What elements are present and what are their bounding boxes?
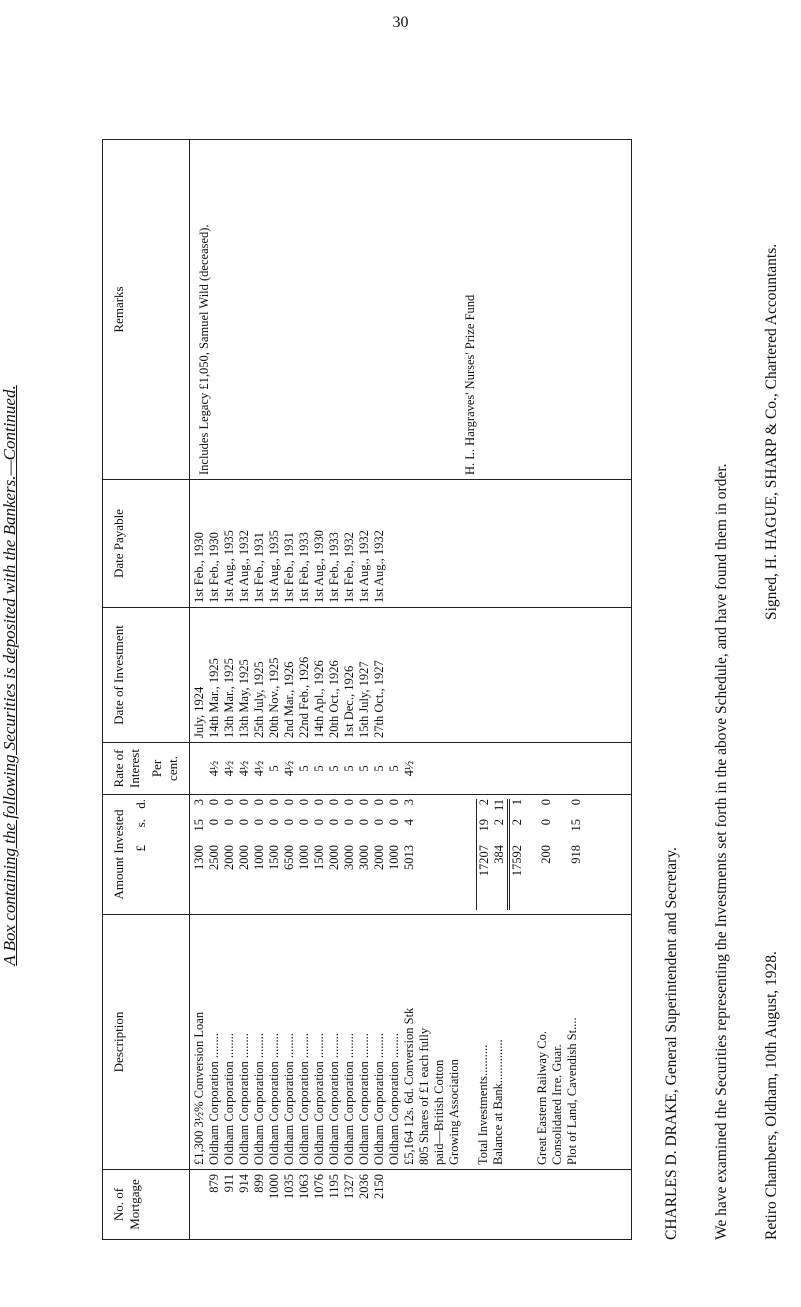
spacer [447, 1174, 462, 1235]
amount-pounds: 17592 [510, 845, 524, 877]
amount-pence: 0 [312, 799, 326, 806]
spacer [462, 484, 476, 603]
security-description: Oldham Corporation ........ [252, 1033, 266, 1165]
investment-date: 14th Apl., 1926 [312, 660, 326, 738]
spacer [417, 799, 432, 910]
security-description-continued: Growing Association [447, 1059, 461, 1165]
amount-pence: 11 [492, 799, 506, 812]
amount-pence: 0 [569, 799, 583, 806]
mortgage-number: 914 [237, 1174, 251, 1193]
security-description: Oldham Corporation ........ [222, 1033, 236, 1165]
remarks-legacy: Includes Legacy £1,050, Samuel Wild (deceased). [197, 224, 211, 475]
amount-pence: 0 [342, 799, 356, 806]
payable-date: 1st Aug., 1930 [312, 530, 326, 603]
amount-invested [327, 799, 342, 910]
amount-shillings: 19 [477, 819, 491, 832]
remarks-prize-fund: H. L. Hargraves' Nurses' Prize Fund [463, 294, 477, 475]
security-description: £1,300 3½% Conversion Loan [192, 1011, 206, 1165]
interest-rate: 4½ [222, 760, 236, 777]
spacer [554, 799, 569, 910]
mortgage-number [387, 1174, 402, 1235]
investment-date: 13th Mar., 1925 [222, 658, 236, 738]
amount-pence: 0 [387, 799, 401, 806]
securities-table [102, 139, 632, 1240]
land-plot-amount [569, 799, 584, 910]
security-description-continued: 805 Shares of £1 each fully [417, 1027, 431, 1165]
amount-shillings: 0 [252, 819, 266, 826]
railway-stock-label-continued: Consolidated Irre. Guar. [550, 1044, 564, 1165]
spacer [525, 799, 539, 910]
header-remarks: Remarks [103, 140, 190, 480]
amount-shillings: 0 [342, 819, 356, 826]
amount-shillings: 0 [312, 819, 326, 826]
interest-rate: 4½ [402, 760, 416, 777]
amount-shillings: 0 [207, 819, 221, 826]
amount-shillings: 0 [267, 819, 281, 826]
mortgage-number: 1327 [342, 1174, 356, 1199]
amount-pence: 0 [222, 799, 236, 806]
spacer [432, 612, 447, 738]
investment-date-column [190, 608, 632, 743]
mortgage-number: 879 [207, 1174, 221, 1193]
amount-pounds: 3000 [357, 845, 371, 870]
description-column [190, 915, 632, 1170]
interest-rate [192, 747, 207, 790]
amount-invested [357, 799, 372, 910]
page-title: A Box containing the following Securities is deposited with the Bankers.—Continued. [0, 385, 19, 966]
header-rate: Rate of Interest Per cent. [103, 743, 190, 795]
interest-rate: 4½ [252, 760, 266, 777]
spacer [447, 612, 462, 738]
amount-shillings: 0 [327, 819, 341, 826]
header-investment-date: Date of Investment [103, 608, 190, 743]
header-mortgage: No. of Mortgage [103, 1170, 190, 1240]
mortgage-number [402, 1174, 417, 1235]
spacer [417, 612, 432, 738]
amount-pounds: 1000 [297, 845, 311, 870]
mortgage-number: 2150 [372, 1174, 386, 1199]
interest-rate: 4½ [207, 760, 221, 777]
amount-pence: 0 [327, 799, 341, 806]
spacer [447, 747, 462, 790]
amount-pence: 0 [372, 799, 386, 806]
amount-pounds: 17207 [477, 845, 491, 877]
payable-date: 1st Aug., 1932 [372, 530, 386, 603]
amount-shillings: 0 [372, 819, 386, 826]
security-description: Oldham Corporation ........ [387, 1033, 401, 1165]
spacer [476, 1174, 490, 1235]
header-payable-date: Date Payable [103, 480, 190, 608]
amount-invested [387, 799, 402, 910]
payable-date: 1st Aug., 1935 [222, 530, 236, 603]
amount-pounds: 2000 [327, 845, 341, 870]
total-investments-amount [476, 799, 492, 910]
amount-invested [282, 799, 297, 910]
payable-date: 1st Feb., 1931 [252, 532, 266, 603]
balance-at-bank-amount [492, 799, 507, 910]
mortgage-number: 911 [222, 1174, 236, 1193]
mortgage-number: 1195 [327, 1174, 341, 1199]
amount-pence: 1 [510, 799, 524, 806]
payable-date: 1st Feb., 1931 [282, 532, 296, 603]
interest-rate: 4½ [282, 760, 296, 777]
mortgage-column [190, 1170, 632, 1240]
investment-date: July, 1924 [192, 686, 206, 738]
investment-date: 15th July, 1927 [357, 661, 371, 738]
railway-stock-label: Great Eastern Railway Co. [535, 1031, 549, 1165]
payable-date: 1st Aug., 1932 [357, 530, 371, 603]
amount-shillings: 0 [539, 819, 553, 826]
spacer [462, 919, 476, 1165]
amount-pounds: 1500 [312, 845, 326, 870]
spacer [506, 919, 521, 1165]
amount-pounds: 1500 [267, 845, 281, 870]
amount-pence: 0 [297, 799, 311, 806]
investment-date: 20th Oct., 1926 [327, 660, 341, 738]
amount-pounds: 2500 [207, 845, 221, 870]
remarks-column [190, 140, 632, 480]
investment-date: 22nd Feb., 1926 [297, 656, 311, 738]
amount-shillings: 0 [357, 819, 371, 826]
header-description: Description [103, 915, 190, 1170]
footer-secretary: CHARLES D. DRAKE, General Superintendent and Secretary. [663, 847, 680, 1240]
spacer [432, 484, 447, 603]
amount-pence: 0 [282, 799, 296, 806]
amount-pounds: 1300 [192, 845, 206, 870]
page-number: 30 [392, 14, 409, 31]
interest-rate: 5 [387, 765, 401, 772]
payable-date: 1st Aug., 1932 [237, 530, 251, 603]
amount-pounds: 2000 [237, 845, 251, 870]
amount-pence: 0 [267, 799, 281, 806]
interest-rate: 5 [312, 765, 326, 772]
security-description: Oldham Corporation ........ [207, 1033, 221, 1165]
header-amount: Amount Invested £ s. d. [103, 795, 190, 915]
amount-invested [192, 799, 207, 910]
spacer [476, 747, 490, 790]
balance-at-bank-label: Balance at Bank.............. [491, 1039, 505, 1165]
payable-date: 1st Aug., 1935 [267, 530, 281, 603]
investment-date [387, 612, 402, 738]
payable-date-column [190, 480, 632, 608]
amount-pence: 2 [477, 799, 491, 806]
spacer [447, 799, 462, 910]
amount-invested [237, 799, 252, 910]
amount-invested [297, 799, 312, 910]
amount-shillings: 0 [297, 819, 311, 826]
payable-date [402, 484, 417, 603]
rate-column [190, 743, 632, 795]
security-description: Oldham Corporation ........ [342, 1033, 356, 1165]
amount-shillings: 0 [282, 819, 296, 826]
payable-date: 1st Feb., 1930 [207, 532, 221, 603]
total-investments-label: Total Investments.......... [476, 1044, 490, 1165]
interest-rate: 5 [267, 765, 281, 772]
security-description: Oldham Corporation ........ [282, 1033, 296, 1165]
amount-pounds: 384 [492, 845, 506, 864]
payable-date [387, 484, 402, 603]
amount-pence: 0 [357, 799, 371, 806]
amount-pounds: 5013 [402, 845, 416, 870]
amount-shillings: 2 [492, 819, 506, 826]
spacer [476, 612, 490, 738]
investment-date: 2nd Mar., 1926 [282, 661, 296, 738]
amount-invested [222, 799, 237, 910]
amount-shillings: 2 [510, 819, 524, 826]
footer-signature: Signed, H. HAGUE, SHARP & Co., Chartered Accountants. [763, 243, 780, 620]
mortgage-number [192, 1174, 207, 1235]
spacer [521, 919, 535, 1165]
amount-invested [372, 799, 387, 910]
spacer [462, 799, 476, 910]
mortgage-number: 1063 [297, 1174, 311, 1199]
security-description: Oldham Corporation ........ [372, 1033, 386, 1165]
security-description: Oldham Corporation ........ [237, 1033, 251, 1165]
payable-date: 1st Feb., 1933 [327, 532, 341, 603]
amount-pence: 0 [252, 799, 266, 806]
amount-pounds: 3000 [342, 845, 356, 870]
amount-invested [207, 799, 222, 910]
footer-audit-statement: We have examined the Securities representing the Investments set forth in the above Schedule, and have found them in order. [713, 463, 730, 1240]
investment-date: 13th May, 1925 [237, 659, 251, 738]
amount-invested [252, 799, 267, 910]
amount-pounds: 6500 [282, 845, 296, 870]
spacer [432, 1174, 447, 1235]
amount-shillings: 15 [192, 819, 206, 832]
amount-invested [312, 799, 327, 910]
securities-table-rotated [102, 140, 632, 1240]
investment-date: 27th Oct., 1927 [372, 660, 386, 738]
mortgage-number: 2036 [357, 1174, 371, 1199]
spacer [476, 484, 490, 603]
spacer [417, 747, 432, 790]
amount-pence: 0 [237, 799, 251, 806]
amount-invested [267, 799, 282, 910]
amount-pounds: 1000 [252, 845, 266, 870]
footer-place-date: Retiro Chambers, Oldham, 10th August, 1928. [763, 951, 780, 1240]
investment-date: 14th Mar., 1925 [207, 658, 221, 738]
spacer [432, 747, 447, 790]
payable-date: 1st Feb., 1932 [342, 532, 356, 603]
amount-pence: 3 [192, 799, 206, 806]
amount-pence: 0 [207, 799, 221, 806]
amount-shillings: 0 [222, 819, 236, 826]
spacer [462, 1174, 476, 1235]
spacer [432, 799, 447, 910]
spacer [462, 612, 476, 738]
payable-date: 1st Feb., 1933 [297, 532, 311, 603]
grand-total-amount [507, 799, 525, 910]
amount-shillings: 0 [237, 819, 251, 826]
security-description: Oldham Corporation ........ [312, 1033, 326, 1165]
spacer [417, 1174, 432, 1235]
spacer [447, 484, 462, 603]
security-description: Oldham Corporation ........ [267, 1033, 281, 1165]
amount-pounds: 918 [569, 845, 583, 864]
amount-pence: 3 [402, 799, 416, 806]
amount-invested [342, 799, 357, 910]
mortgage-number: 1035 [282, 1174, 296, 1199]
interest-rate: 5 [297, 765, 311, 772]
security-description: Oldham Corporation ........ [297, 1033, 311, 1165]
amount-pence: 0 [539, 799, 553, 806]
interest-rate: 5 [342, 765, 356, 772]
mortgage-number: 899 [252, 1174, 266, 1193]
spacer [417, 484, 432, 603]
amount-shillings: 4 [402, 819, 416, 826]
amount-shillings: 0 [387, 819, 401, 826]
amount-invested [402, 799, 417, 910]
land-plot-label: Plot of Land, Cavendish St.... [565, 1017, 579, 1165]
interest-rate: 5 [357, 765, 371, 772]
amount-pounds: 1000 [387, 845, 401, 870]
payable-date: 1st Feb., 1930 [192, 532, 206, 603]
mortgage-number: 1000 [267, 1174, 281, 1199]
investment-date: 1st Dec., 1926 [342, 665, 356, 738]
amount-column [190, 795, 632, 915]
investment-date: 25th July, 1925 [252, 661, 266, 738]
amount-pounds: 2000 [222, 845, 236, 870]
security-description: Oldham Corporation ........ [357, 1033, 371, 1165]
mortgage-number: 1076 [312, 1174, 326, 1199]
amount-pounds: 200 [539, 845, 553, 864]
amount-pounds: 2000 [372, 845, 386, 870]
security-description: Oldham Corporation ........ [327, 1033, 341, 1165]
security-description: £5,164 12s. 6d. Conversion Stk [402, 1007, 416, 1165]
interest-rate: 5 [372, 765, 386, 772]
interest-rate: 4½ [237, 760, 251, 777]
railway-stock-amount [539, 799, 554, 910]
investment-date [402, 612, 417, 738]
amount-shillings: 15 [569, 819, 583, 832]
investment-date: 20th Nov., 1925 [267, 657, 281, 738]
interest-rate: 5 [327, 765, 341, 772]
security-description-continued: paid—British Cotton [432, 1059, 446, 1165]
spacer [462, 747, 476, 790]
